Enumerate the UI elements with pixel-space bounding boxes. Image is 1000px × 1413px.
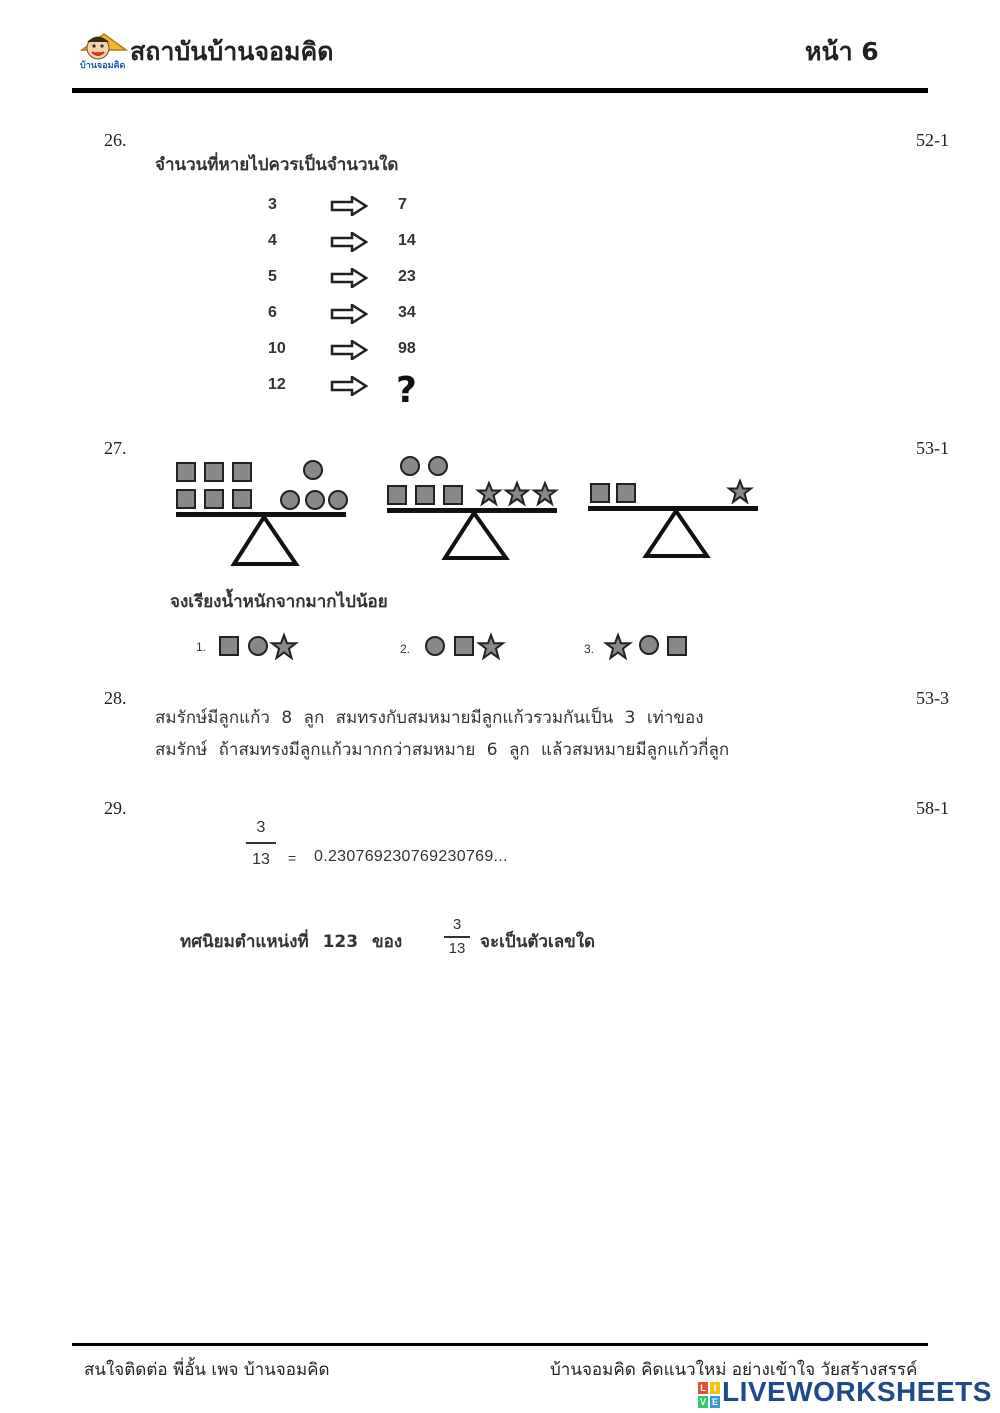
q28-line-2: สมรักษ์ ถ้าสมทรงมีลูกแก้วมากกว่าสมหมาย 6 ลูก แล้วสมหมายมีลูกแก้วกี่ลูก (155, 740, 730, 760)
q26-number: 26. (104, 130, 127, 150)
fraction-inline (444, 916, 470, 958)
footer-right: บ้านจอมคิด คิดแนวใหม่ อย่างเข้าใจ วัยสร้างสรรค์ (550, 1360, 918, 1380)
q29-number: 29. (104, 798, 127, 818)
decimal-expansion: 0.230769230769230769... (314, 848, 508, 865)
arrow-right-icon (330, 340, 368, 360)
row-output: 7 (398, 196, 407, 213)
row-input: 12 (268, 376, 286, 393)
option-2-shapes (421, 632, 511, 660)
liveworksheets-logo-icon (698, 1382, 720, 1408)
arrow-right-icon (330, 232, 368, 252)
fraction-denominator: 13 (448, 940, 466, 957)
option-2[interactable] (395, 630, 515, 664)
balance-scale-3 (588, 481, 758, 556)
footer-rule (72, 1343, 928, 1346)
q29-prompt-b: จะเป็นตัวเลขใด (480, 932, 596, 952)
option-3-shapes (602, 632, 692, 660)
q27-number: 27. (104, 438, 127, 458)
q26-prompt: จำนวนที่หายไปควรเป็นจำนวนใด (155, 155, 399, 175)
row-input: 5 (268, 268, 277, 285)
arrow-right-icon (330, 268, 368, 288)
fraction-denominator: 13 (252, 851, 270, 868)
logo-tile-l: L (698, 1382, 708, 1394)
option-1[interactable] (190, 630, 310, 664)
row-output: 98 (398, 340, 416, 357)
fraction-bar (444, 936, 470, 938)
header-rule (72, 88, 928, 93)
row-output: 14 (398, 232, 416, 249)
arrow-right-icon (330, 376, 368, 396)
option-label: 2. (400, 642, 411, 656)
question-mark: ? (396, 370, 417, 411)
logo (78, 28, 130, 70)
row-output: 34 (398, 304, 416, 321)
q26-sequence-table (268, 196, 468, 416)
q26-code: 52-1 (916, 130, 949, 150)
q29-prompt-a: ทศนิยมตำแหน่งที่ 123 ของ (180, 932, 403, 952)
balance-scale-2 (387, 457, 557, 558)
row-output: 23 (398, 268, 416, 285)
arrow-right-icon (330, 196, 368, 216)
fraction-3-13 (246, 818, 276, 870)
fraction-bar (246, 842, 276, 844)
logo-tile-i: I (710, 1382, 720, 1394)
logo-tile-e: E (711, 1397, 718, 1407)
q27-prompt: จงเรียงน้ำหนักจากมากไปน้อย (170, 592, 388, 612)
row-input: 6 (268, 304, 277, 321)
option-3[interactable] (582, 630, 702, 664)
q27-options (190, 630, 710, 664)
row-input: 4 (268, 232, 277, 249)
option-label: 3. (584, 642, 595, 656)
q28-code: 53-3 (916, 688, 949, 708)
option-1-shapes (216, 632, 306, 660)
row-input: 10 (268, 340, 286, 357)
balance-scale-1 (176, 461, 347, 564)
logo-text: บ้านจอมคิด (80, 61, 126, 71)
page-number: หน้า 6 (805, 37, 879, 66)
footer-left: สนใจติดต่อ พี่อั้น เพจ บ้านจอมคิด (84, 1360, 330, 1380)
q28-line-1: สมรักษ์มีลูกแก้ว 8 ลูก สมทรงกับสมหมายมีลูกแก้วรวมกันเป็น 3 เท่าของ (155, 708, 704, 728)
equals-sign: = (288, 850, 297, 866)
q29-code: 58-1 (916, 798, 949, 818)
fraction-numerator: 3 (256, 819, 266, 836)
q27-code: 53-1 (916, 438, 949, 458)
fraction-numerator: 3 (452, 916, 462, 933)
arrow-right-icon (330, 304, 368, 324)
logo-tile-v: V (699, 1397, 706, 1407)
header-title: สถาบันบ้านจอมคิด (130, 37, 334, 66)
balance-scales (170, 452, 770, 567)
q28-number: 28. (104, 688, 127, 708)
row-input: 3 (268, 196, 277, 213)
option-label: 1. (196, 640, 207, 654)
liveworksheets-brand[interactable]: LIVEWORKSHEETS (722, 1376, 992, 1407)
